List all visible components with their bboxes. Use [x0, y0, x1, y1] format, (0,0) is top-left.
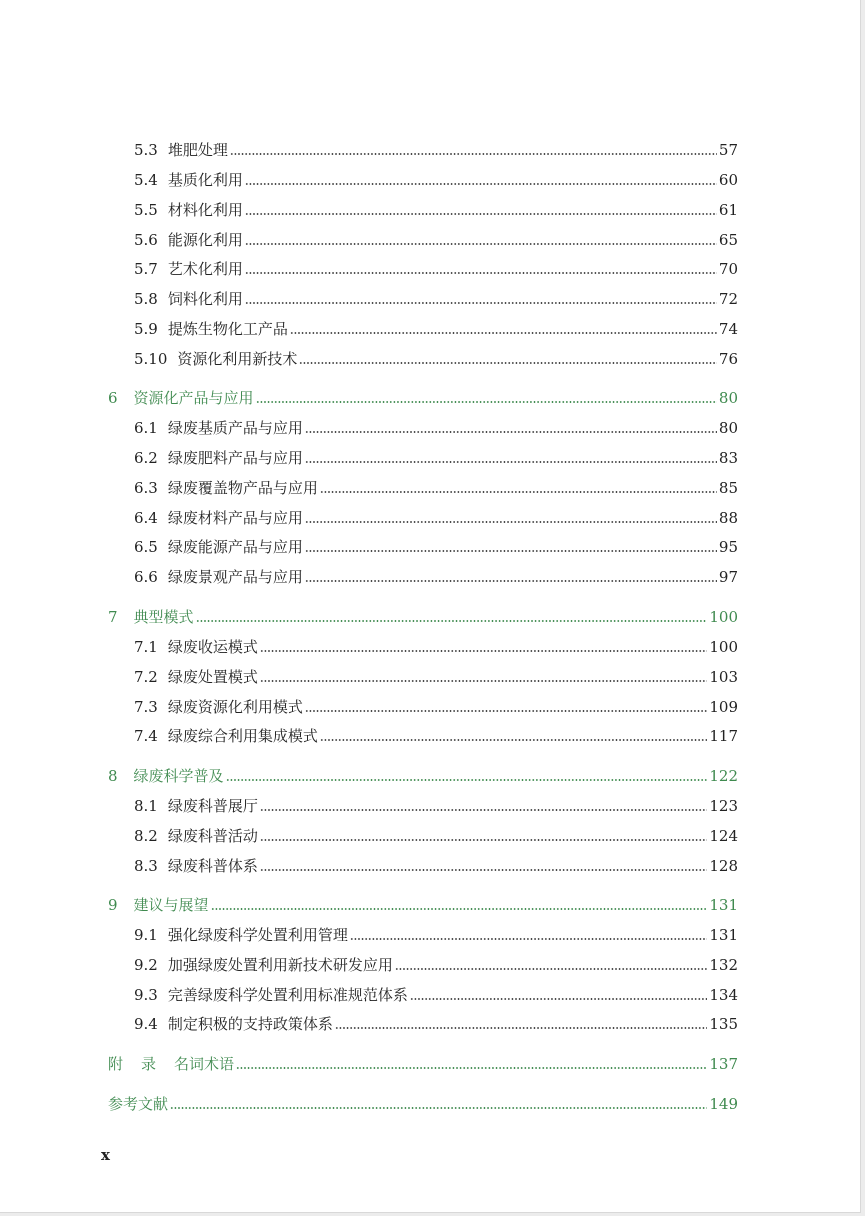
toc-entry-5-10[interactable]: [0, 347, 738, 371]
appendix-name: 名词术语: [174, 1055, 235, 1073]
toc-entry-title: 资源化利用新技术: [177, 350, 298, 368]
dot-leader: [410, 998, 707, 1000]
dot-leader: [260, 680, 707, 682]
toc-entry-title: 材料化利用: [167, 201, 243, 219]
dot-leader: [230, 153, 717, 155]
toc-references-title: 参考文献: [108, 1095, 169, 1113]
dot-leader: [305, 461, 717, 463]
toc-entry-number: 5.9: [134, 320, 158, 338]
toc-entry-title: 绿废覆盖物产品与应用: [167, 479, 318, 497]
toc-entry-6-6[interactable]: [0, 565, 738, 589]
toc-appendix-page: 137: [709, 1055, 738, 1073]
toc-entry-page: 117: [709, 727, 738, 745]
toc-entry-number: 5.5: [134, 201, 158, 219]
toc-entry-page: 83: [718, 449, 738, 467]
toc-entry-9-3[interactable]: [0, 983, 738, 1007]
toc-entry-title: 饲料化利用: [167, 290, 243, 308]
dot-leader: [305, 580, 717, 582]
toc-appendix-title: [108, 1052, 234, 1076]
page-folio: x: [101, 1146, 110, 1164]
toc-chapter-page: 122: [709, 767, 738, 785]
toc-entry-number: 6.4: [134, 509, 158, 527]
toc-entry-title: 堆肥处理: [167, 141, 228, 159]
dot-leader: [305, 521, 717, 523]
toc-entry-number: 7.3: [134, 698, 158, 716]
dot-leader: [236, 1067, 707, 1069]
toc-chapter-page: 80: [718, 389, 738, 407]
toc-appendix[interactable]: [0, 1052, 738, 1076]
toc-entry-page: 76: [718, 350, 738, 368]
toc-entry-number: 9.1: [134, 926, 158, 944]
toc-chapter-number: 7: [108, 608, 118, 626]
toc-entry-title: 绿废景观产品与应用: [167, 568, 303, 586]
toc-entry-7-4[interactable]: [0, 724, 738, 748]
toc-entry-number: 5.10: [134, 350, 168, 368]
dot-leader: [245, 302, 717, 304]
toc-entry-page: 132: [709, 956, 738, 974]
toc-entry-number: 5.7: [134, 260, 158, 278]
toc-entry-5-6[interactable]: [0, 228, 738, 252]
toc-chapter-7[interactable]: [0, 605, 738, 629]
toc-entry-number: 5.6: [134, 231, 158, 249]
toc-entry-number: 5.3: [134, 141, 158, 159]
toc-entry-page: 72: [718, 290, 738, 308]
toc-entry-9-1[interactable]: [0, 923, 738, 947]
toc-entry-6-1[interactable]: [0, 416, 738, 440]
toc-chapter-page: 100: [709, 608, 738, 626]
toc-entry-page: 97: [718, 568, 738, 586]
dot-leader: [211, 908, 708, 910]
toc-entry-page: 103: [709, 668, 738, 686]
toc-entry-number: 9.4: [134, 1015, 158, 1033]
toc-chapter-number: 8: [108, 767, 118, 785]
toc-entry-number: 6.3: [134, 479, 158, 497]
toc-entry-title: 制定积极的支持政策体系: [167, 1015, 333, 1033]
toc-entry-7-3[interactable]: [0, 695, 738, 719]
toc-entry-title: 绿废收运模式: [167, 638, 258, 656]
toc-entry-6-3[interactable]: [0, 476, 738, 500]
toc-entry-page: 65: [718, 231, 738, 249]
toc-entry-8-1[interactable]: [0, 794, 738, 818]
toc-references[interactable]: [0, 1092, 738, 1116]
toc-entry-number: 7.4: [134, 727, 158, 745]
toc-entry-page: 80: [718, 419, 738, 437]
toc-entry-page: 100: [709, 638, 738, 656]
dot-leader: [305, 431, 717, 433]
dot-leader: [256, 401, 717, 403]
toc-entry-title: 加强绿废处置利用新技术研发应用: [167, 956, 393, 974]
dot-leader: [260, 650, 707, 652]
toc-entry-page: 134: [709, 986, 738, 1004]
toc-entry-5-9[interactable]: [0, 317, 738, 341]
toc-entry-page: 131: [709, 926, 738, 944]
toc-entry-number: 7.2: [134, 668, 158, 686]
toc-entry-title: 基质化利用: [167, 171, 243, 189]
toc-entry-number: 9.2: [134, 956, 158, 974]
toc-entry-5-3[interactable]: [0, 138, 738, 162]
toc-entry-number: 8.2: [134, 827, 158, 845]
appendix-label-b: 录: [141, 1055, 157, 1073]
toc-entry-page: 135: [709, 1015, 738, 1033]
toc-entry-page: 128: [709, 857, 738, 875]
toc-entry-title: 完善绿废科学处置利用标准规范体系: [167, 986, 408, 1004]
toc-references-page: 149: [709, 1095, 738, 1113]
toc-entry-title: 绿废处置模式: [167, 668, 258, 686]
toc-entry-9-2[interactable]: [0, 953, 738, 977]
toc-chapter-number: 6: [108, 389, 118, 407]
toc-entry-5-4[interactable]: [0, 168, 738, 192]
toc-chapter-title: 典型模式: [133, 608, 194, 626]
toc-entry-number: 6.6: [134, 568, 158, 586]
dot-leader: [320, 491, 717, 493]
toc-entry-5-7[interactable]: [0, 257, 738, 281]
toc-entry-title: 提炼生物化工产品: [167, 320, 288, 338]
toc-entry-number: 5.8: [134, 290, 158, 308]
toc-entry-number: 7.1: [134, 638, 158, 656]
toc-entry-title: 绿废基质产品与应用: [167, 419, 303, 437]
dot-leader: [299, 362, 716, 364]
toc-entry-6-4[interactable]: [0, 506, 738, 530]
toc-entry-page: 85: [718, 479, 738, 497]
dot-leader: [226, 779, 708, 781]
dot-leader: [170, 1107, 707, 1109]
toc-entry-5-5[interactable]: [0, 198, 738, 222]
toc-chapter-title: 绿废科学普及: [133, 767, 224, 785]
toc-entry-title: 绿废综合利用集成模式: [167, 727, 318, 745]
toc-entry-number: 6.1: [134, 419, 158, 437]
dot-leader: [245, 243, 717, 245]
dot-leader: [290, 332, 717, 334]
toc-entry-number: 6.5: [134, 538, 158, 556]
toc-entry-8-3[interactable]: [0, 854, 738, 878]
toc-entry-7-1[interactable]: [0, 635, 738, 659]
toc-entry-title: 绿废材料产品与应用: [167, 509, 303, 527]
toc-entry-page: 74: [718, 320, 738, 338]
toc-chapter-8[interactable]: [0, 764, 738, 788]
toc-entry-page: 95: [718, 538, 738, 556]
toc-entry-number: 5.4: [134, 171, 158, 189]
toc-chapter-title: 建议与展望: [133, 896, 209, 914]
toc-entry-page: 123: [709, 797, 738, 815]
dot-leader: [305, 710, 707, 712]
toc-entry-title: 绿废科普活动: [167, 827, 258, 845]
dot-leader: [245, 213, 717, 215]
toc-entry-title: 艺术化利用: [167, 260, 243, 278]
toc-entry-number: 9.3: [134, 986, 158, 1004]
dot-leader: [245, 272, 717, 274]
toc-chapter-page: 131: [709, 896, 738, 914]
toc-chapter-9[interactable]: [0, 893, 738, 917]
dot-leader: [260, 839, 707, 841]
toc-entry-page: 124: [709, 827, 738, 845]
dot-leader: [320, 739, 707, 741]
dot-leader: [260, 869, 707, 871]
toc-entry-title: 绿废科普展厅: [167, 797, 258, 815]
appendix-label-a: 附: [108, 1055, 124, 1073]
toc-entry-page: 70: [718, 260, 738, 278]
dot-leader: [395, 968, 707, 970]
toc-entry-number: 8.3: [134, 857, 158, 875]
toc-entry-6-5[interactable]: [0, 535, 738, 559]
toc-entry-6-2[interactable]: [0, 446, 738, 470]
dot-leader: [305, 550, 717, 552]
toc-entry-title: 绿废科普体系: [167, 857, 258, 875]
toc-entry-title: 绿废肥料产品与应用: [167, 449, 303, 467]
toc-entry-7-2[interactable]: [0, 665, 738, 689]
toc-entry-title: 绿废资源化利用模式: [167, 698, 303, 716]
toc-entry-page: 88: [718, 509, 738, 527]
dot-leader: [196, 620, 708, 622]
toc-entry-title: 强化绿废科学处置利用管理: [167, 926, 348, 944]
dot-leader: [350, 938, 707, 940]
toc-entry-page: 60: [718, 171, 738, 189]
toc-entry-number: 8.1: [134, 797, 158, 815]
toc-entry-5-8[interactable]: [0, 287, 738, 311]
dot-leader: [245, 183, 717, 185]
dot-leader: [260, 809, 707, 811]
toc-entry-page: 109: [709, 698, 738, 716]
toc-entry-title: 能源化利用: [167, 231, 243, 249]
toc-chapter-6[interactable]: [0, 386, 738, 410]
toc-chapter-number: 9: [108, 896, 118, 914]
toc-entry-page: 57: [718, 141, 738, 159]
toc-entry-9-4[interactable]: [0, 1012, 738, 1036]
toc-entry-number: 6.2: [134, 449, 158, 467]
toc-entry-page: 61: [718, 201, 738, 219]
toc-chapter-title: 资源化产品与应用: [133, 389, 254, 407]
dot-leader: [335, 1027, 707, 1029]
toc-entry-title: 绿废能源产品与应用: [167, 538, 303, 556]
toc-entry-8-2[interactable]: [0, 824, 738, 848]
